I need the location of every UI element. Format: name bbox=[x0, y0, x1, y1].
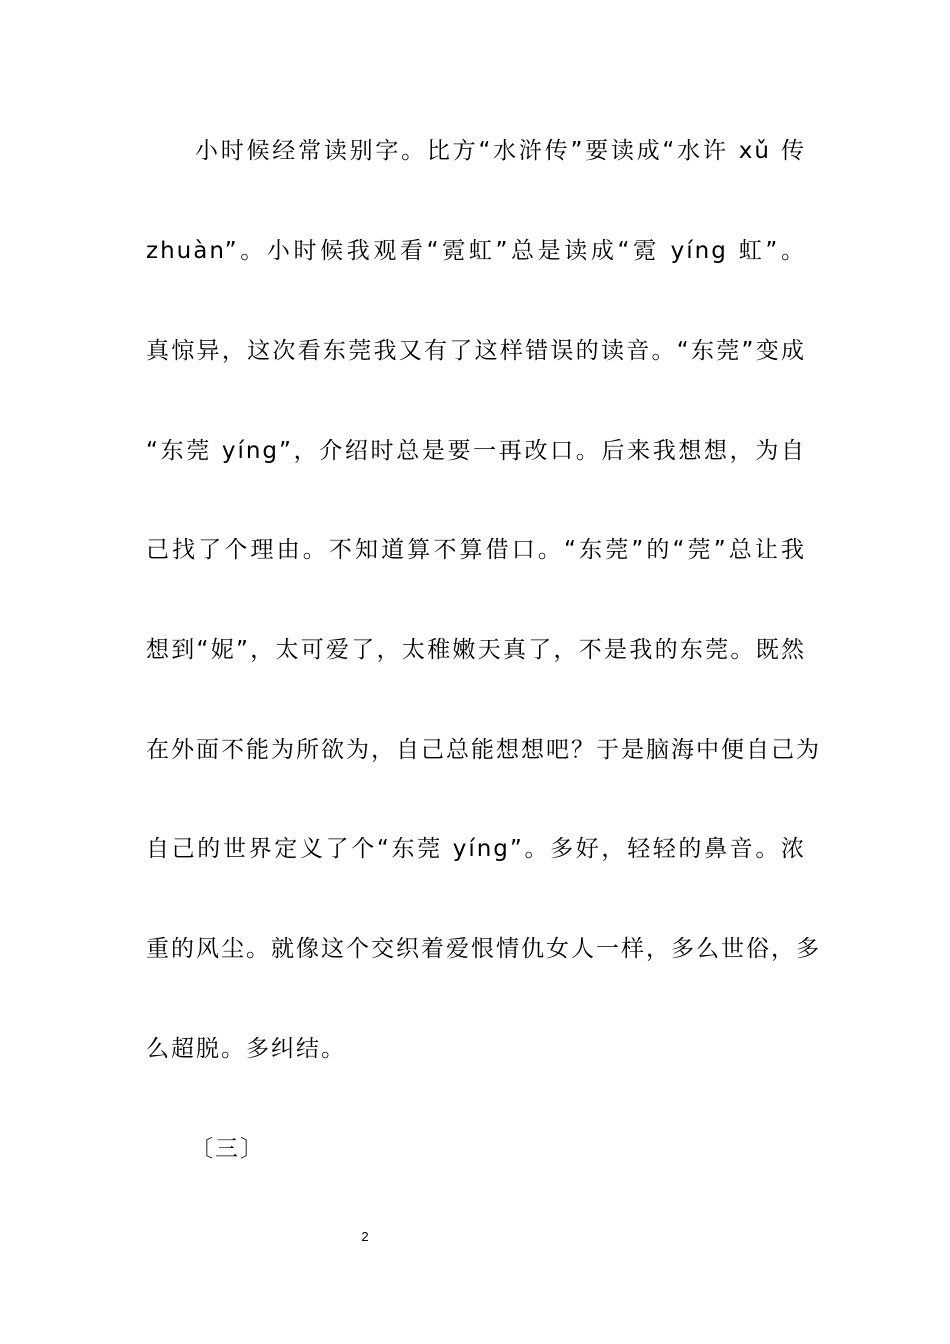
paragraph-line-7: 在外面不能为所欲为，自己总能想想吧？于是脑海中便自己为 bbox=[146, 737, 821, 763]
paragraph-line-2: zhuàn”。小时候我观看“霓虹”总是读成“霓 yíng 虹”。 bbox=[146, 238, 806, 264]
paragraph-line-5: 己找了个理由。不知道算不算借口。“东莞”的“莞”总让我 bbox=[146, 537, 806, 563]
paragraph-line-8: 自己的世界定义了个“东莞 yíng”。多好，轻轻的鼻音。浓 bbox=[146, 836, 806, 862]
paragraph-line-3: 真惊异，这次看东莞我又有了这样错误的读音。“东莞”变成 bbox=[146, 338, 806, 364]
paragraph-line-1: 小时候经常读别字。比方“水浒传”要读成“水许 xǔ 传 bbox=[195, 138, 806, 164]
page-number: 2 bbox=[361, 1229, 369, 1244]
section-heading: 〔三〕 bbox=[190, 1136, 265, 1162]
paragraph-line-4: “东莞 yíng”，介绍时总是要一再改口。后来我想想，为自 bbox=[146, 438, 806, 464]
paragraph-line-10: 么超脱。多纠结。 bbox=[146, 1036, 346, 1062]
paragraph-line-9: 重的风尘。就像这个交织着爱恨情仇女人一样，多么世俗，多 bbox=[146, 936, 821, 962]
paragraph-line-6: 想到“妮”，太可爱了，太稚嫩天真了，不是我的东莞。既然 bbox=[146, 637, 806, 663]
